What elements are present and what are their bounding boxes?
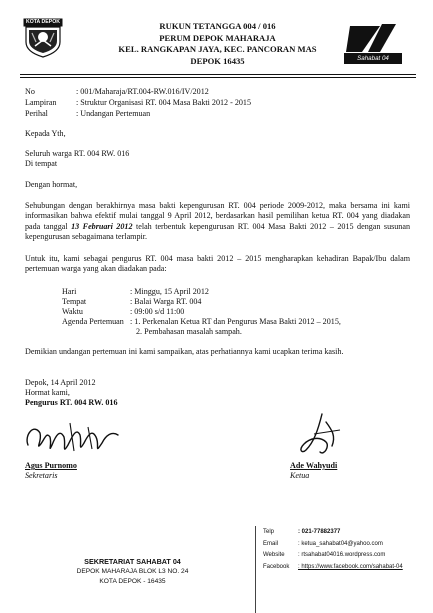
footer-title: SEKRETARIAT SAHABAT 04 — [84, 557, 181, 566]
header-line-4: DEPOK 16435 — [190, 55, 245, 66]
recipient-line-2: Di tempat — [25, 159, 58, 168]
closing-paragraph: Demikian undangan pertemuan ini kami sampaikan, atas perhatiannya kami ucapkan terima kasih. — [25, 347, 344, 356]
chair-name: Ade Wahyudi — [290, 461, 338, 470]
facebook-label: Facebook — [263, 563, 290, 570]
lampiran-label: Lampiran — [25, 98, 57, 107]
waktu-label: Waktu — [62, 307, 83, 316]
header-rule-thin — [20, 77, 416, 78]
website-value[interactable]: : rtsahabat04016.wordpress.com — [298, 552, 386, 559]
no-value: : 001/Maharaja/RT.004-RW.016/IV/2012 — [76, 87, 209, 96]
agenda-label: Agenda Pertemuan — [62, 317, 124, 326]
chair-role: Ketua — [290, 471, 310, 480]
kota-depok-logo — [23, 18, 63, 58]
footer-divider — [255, 526, 256, 613]
sahabat-brand-logo — [340, 22, 406, 66]
perihal-value: : Undangan Pertemuan — [76, 109, 151, 118]
secretary-signature — [22, 415, 132, 461]
contact-telp — [263, 527, 429, 539]
header-line-3: KEL. RANGKAPAN JAYA, KEC. PANCORAN MAS — [118, 44, 317, 54]
header-line-2: PERUM DEPOK MAHARAJA — [159, 32, 276, 43]
paragraph-1-after: telah terbentuk kepengurusan RT. 004 Masa Bakti 2012 – 2015 dengan susunan kepengurusan sebagaimana terlampir. — [25, 221, 410, 242]
brand-label: Sahabat 04 — [357, 55, 389, 62]
paragraph-1 — [25, 201, 410, 243]
hari-label: Hari — [62, 287, 77, 296]
recipient-line-1: Seluruh warga RT. 004 RW. 016 — [25, 149, 130, 158]
waktu-value: : 09:00 s/d 11:00 — [130, 307, 185, 316]
agenda-value-1: : 1. Perkenalan Ketua RT dan Pengurus Masa Bakti 2012 – 2015, — [130, 317, 341, 326]
secretary-role: Sekretaris — [25, 471, 58, 480]
footer-address-1: DEPOK MAHARAJA BLOK L3 NO. 24 — [76, 568, 189, 575]
website-label: Website — [263, 552, 285, 559]
tempat-label: Tempat — [62, 297, 87, 306]
agenda-value-2: 2. Pembahasan masalah sampah. — [136, 327, 242, 336]
footer-address-2: KOTA DEPOK - 16435 — [99, 578, 166, 585]
no-label: No — [25, 87, 35, 96]
salutation: Dengan hormat, — [25, 180, 78, 189]
footer-contacts — [263, 527, 429, 573]
telp-label: Telp — [263, 529, 275, 535]
letterhead — [100, 21, 335, 67]
header-rule-thick — [20, 74, 416, 75]
place-date: Depok, 14 April 2012 — [25, 378, 96, 387]
recipient-kepada: Kepada Yth, — [25, 129, 66, 138]
chair-signature — [292, 412, 352, 460]
paragraph-1-before: Sehubungan dengan berakhirnya masa bakti kepengurusan RT. 004 periode 2009-2012, maka bersama ini kami informasikan bahwa efektif mulai tanggal 9 April 2012, berdasarkan hasil pemilihan ketua RT. 004 yang diadakan pada tanggal — [25, 201, 410, 231]
organization-name: Pengurus RT. 004 RW. 016 — [25, 398, 118, 407]
email-label: Email — [263, 540, 279, 547]
footer-secretariat — [40, 557, 225, 587]
facebook-value[interactable]: : https://www.facebook.com/sahabat-04 — [298, 563, 403, 570]
telp-value: : 021-77882377 — [298, 529, 341, 535]
tempat-value: : Balai Warga RT. 004 — [130, 297, 202, 306]
contact-website — [263, 550, 429, 562]
logo-label: KOTA DEPOK — [25, 19, 60, 25]
regards: Hormat kami, — [25, 388, 70, 397]
lampiran-value: : Struktur Organisasi RT. 004 Masa Bakti 2012 - 2015 — [76, 98, 252, 107]
perihal-label: Perihal — [25, 109, 48, 118]
secretary-name: Agus Purnomo — [25, 461, 77, 470]
hari-value: : Minggu, 15 April 2012 — [130, 287, 209, 296]
email-value[interactable]: : ketua_sahabat04@yahoo.com — [298, 540, 383, 547]
contact-email — [263, 539, 429, 551]
election-date: 13 Februari 2012 — [71, 221, 133, 231]
paragraph-2: Untuk itu, kami sebagai pengurus RT. 004 masa bakti 2012 – 2015 mengharapkan kehadiran Bapak/Ibu dalam pertemuan warga yang akan diadakan pada: — [25, 254, 410, 274]
header-line-1: RUKUN TETANGGA 004 / 016 — [159, 21, 276, 31]
contact-facebook — [263, 562, 429, 574]
